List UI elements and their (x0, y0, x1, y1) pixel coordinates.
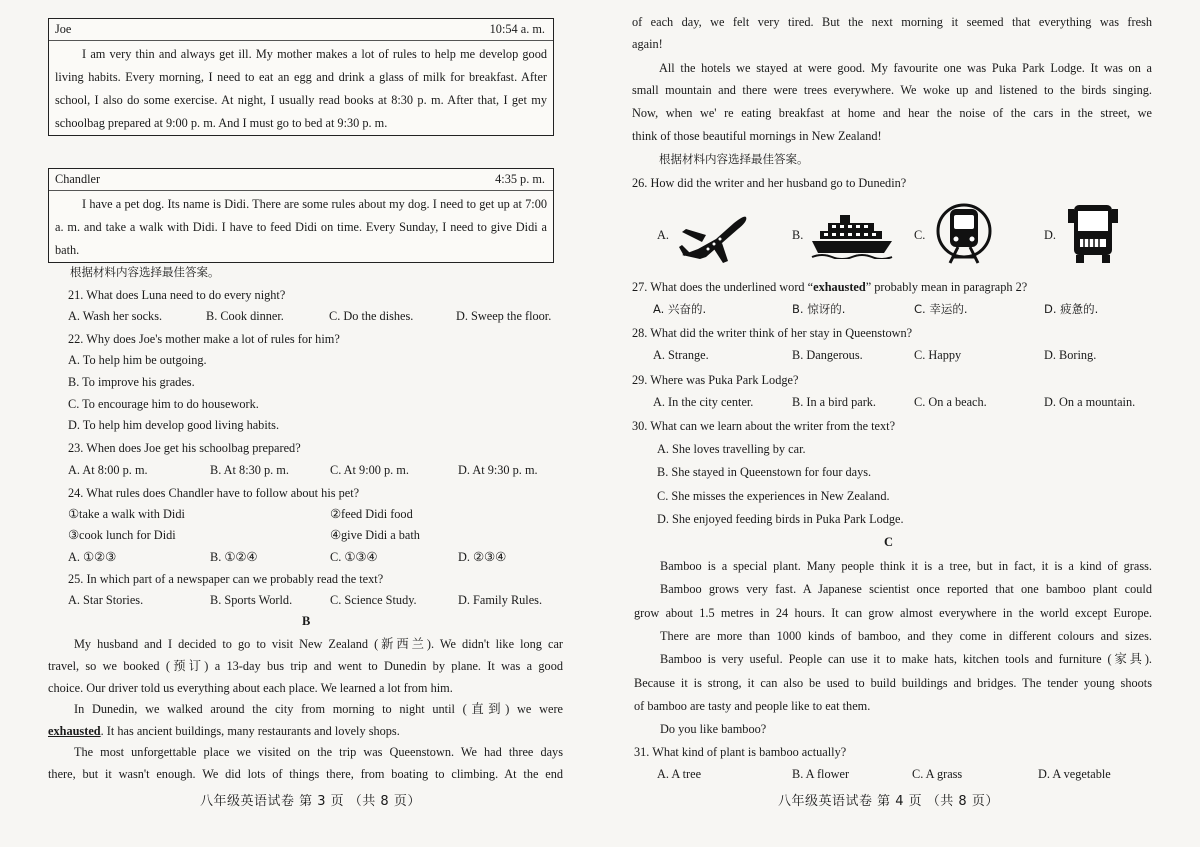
question-27: 27. What does the underlined word “exhausted” probably mean in paragraph 2? (632, 280, 1028, 294)
q22-option-c[interactable]: C. To encourage him to do housework. (68, 397, 259, 411)
q26-option-b[interactable]: B. (792, 228, 804, 242)
q23-option-d[interactable]: D. At 9:30 p. m. (458, 463, 538, 477)
c-line-5: Bamboo is very useful. People can use it to make hats, kitchen tools and furniture (家具). (660, 652, 1152, 666)
q24-option-a[interactable]: A. ①②③ (68, 550, 117, 564)
r-para-line-4: think of those beautiful mornings in New Zealand! (632, 129, 882, 143)
airplane-icon (676, 209, 750, 263)
b-line-3: choice. Our driver told us everything about each place. We learned a lot from him. (48, 681, 453, 695)
b-p2-line-2: exhausted. It has ancient buildings, many restaurants and lovely shops. (48, 724, 400, 738)
chandler-text: I have a pet dog. Its name is Didi. There are some rules about my dog. I need to get up at 7:00 a. m. and take a walk with Didi. I have to feed Didi on time. Every Sunday, I need to give Didi a bath. (55, 197, 547, 257)
q30-option-a[interactable]: A. She loves travelling by car. (657, 442, 806, 456)
train-icon (936, 199, 992, 267)
c-line-3: grow about 1.5 metres in 24 hours. It can grow almost everywhere in the world except Europe. (634, 606, 1152, 620)
q23-option-c[interactable]: C. At 9:00 p. m. (330, 463, 409, 477)
q28-option-b[interactable]: B. Dangerous. (792, 348, 863, 362)
r-para-line-2: small mountain and there were trees everywhere. We woke up and listened to the birds singing. (632, 83, 1152, 97)
b-p3-line-1: The most unforgettable place we visited on the trip was Queenstown. We had three days (74, 745, 563, 759)
q25-option-d[interactable]: D. Family Rules. (458, 593, 543, 607)
q24-option-b[interactable]: B. ①②④ (210, 550, 258, 564)
joe-header (49, 19, 553, 41)
q21-option-d[interactable]: D. Sweep the floor. (456, 309, 552, 323)
cont-line-2: again! (632, 37, 663, 51)
q31-option-d[interactable]: D. A vegetable (1038, 767, 1111, 781)
q23-option-a[interactable]: A. At 8:00 p. m. (68, 463, 148, 477)
q27-option-b[interactable]: B. 惊讶的. (792, 302, 846, 316)
q24-rule-1: ①take a walk with Didi (68, 507, 185, 521)
chandler-time: 4:35 p. m. (495, 172, 545, 186)
q31-option-c[interactable]: C. A grass (912, 767, 963, 781)
q30-option-d[interactable]: D. She enjoyed feeding birds in Puka Park Lodge. (657, 512, 904, 526)
q27-option-c[interactable]: C. 幸运的. (914, 302, 968, 316)
q22-option-a[interactable]: A. To help him be outgoing. (68, 353, 207, 367)
q29-option-b[interactable]: B. In a bird park. (792, 395, 877, 409)
question-26: 26. How did the writer and her husband go to Dunedin? (632, 176, 907, 190)
q24-option-d[interactable]: D. ②③④ (458, 550, 507, 564)
c-line-1: Bamboo is a special plant. Many people think it is a tree, but in fact, it is a kind of grass. (660, 559, 1152, 573)
q25-option-b[interactable]: B. Sports World. (210, 593, 293, 607)
joe-time: 10:54 a. m. (489, 22, 545, 36)
left-page (48, 0, 563, 847)
q23-option-b[interactable]: B. At 8:30 p. m. (210, 463, 289, 477)
c-line-8: Do you like bamboo? (660, 722, 767, 736)
q24-rule-4: ④give Didi a bath (330, 528, 420, 542)
q27-option-a[interactable]: A. 兴奋的. (653, 302, 707, 316)
question-25: 25. In which part of a newspaper can we probably read the text? (68, 572, 384, 586)
question-30: 30. What can we learn about the writer from the text? (632, 419, 896, 433)
q28-option-a[interactable]: A. Strange. (653, 348, 709, 362)
r-para-line-3: Now, when we' re eating breakfast at home and hear the noise of the cars in the street, we (632, 106, 1152, 120)
q26-icon-row (632, 205, 1152, 267)
q25-option-c[interactable]: C. Science Study. (330, 593, 417, 607)
question-28: 28. What did the writer think of her stay in Queenstown? (632, 326, 913, 340)
c-line-6: Because it is strong, it can also be used to build buildings and bridges. The tender young shoots (634, 676, 1152, 690)
q25-option-a[interactable]: A. Star Stories. (68, 593, 144, 607)
q31-option-b[interactable]: B. A flower (792, 767, 850, 781)
ship-icon (810, 213, 894, 259)
q26-option-a[interactable]: A. (657, 228, 669, 242)
question-22: 22. Why does Joe's mother make a lot of rules for him? (68, 332, 340, 346)
bus-icon (1064, 203, 1122, 265)
question-29: 29. Where was Puka Park Lodge? (632, 373, 799, 387)
q21-option-c[interactable]: C. Do the dishes. (329, 309, 414, 323)
q21-option-b[interactable]: B. Cook dinner. (206, 309, 284, 323)
q24-rule-3: ③cook lunch for Didi (68, 528, 176, 542)
instruction: 根据材料内容选择最佳答案。 (70, 265, 220, 279)
b-p2-line-1: In Dunedin, we walked around the city from morning to night until (直到) we were (74, 702, 563, 716)
section-b-heading: B (302, 614, 311, 628)
q26-option-d[interactable]: D. (1044, 228, 1056, 242)
section-c-heading: C (884, 535, 894, 549)
q27-option-d[interactable]: D. 疲惫的. (1044, 302, 1099, 316)
q22-option-b[interactable]: B. To improve his grades. (68, 375, 195, 389)
joe-text: I am very thin and always get ill. My mother makes a lot of rules to help me develop good living habits. Every morning, I need to eat an egg and drink a glass of milk for breakfast. After school, I also do some exercise. At night, I usually read books at 8:30 p. m. After that, I get my schoolbag prepared at 9:00 p. m. And I must go to bed at 9:30 p. m. (55, 47, 547, 130)
r-para-line-1: All the hotels we stayed at were good. My favourite one was Puka Park Lodge. It was on a (659, 61, 1152, 75)
right-page (632, 0, 1152, 847)
c-line-2: Bamboo grows very fast. A Japanese scientist once reported that one bamboo plant could (660, 582, 1152, 596)
q21-option-a[interactable]: A. Wash her socks. (68, 309, 163, 323)
cont-line-1: of each day, we felt very tired. But the next morning it seemed that everything was fresh (632, 15, 1152, 29)
b-p3-line-2: there, but it wasn't enough. We did lots of things there, from boating to climbing. At the end (48, 767, 563, 781)
q29-option-d[interactable]: D. On a mountain. (1044, 395, 1136, 409)
q26-option-c[interactable]: C. (914, 228, 926, 242)
q22-option-d[interactable]: D. To help him develop good living habits. (68, 418, 280, 432)
c-line-4: There are more than 1000 kinds of bamboo, and they come in different colours and sizes. (660, 629, 1152, 643)
joe-name: Joe (55, 22, 72, 36)
question-21: 21. What does Luna need to do every night? (68, 288, 286, 302)
chandler-name: Chandler (55, 172, 101, 186)
q28-option-c[interactable]: C. Happy (914, 348, 962, 362)
b-line-2: travel, so we booked (预订) a 13-day bus trip and went to Dunedin by plane. It was a good (48, 659, 563, 673)
underlined-word-exhausted: exhausted (48, 724, 101, 738)
q29-option-c[interactable]: C. On a beach. (914, 395, 987, 409)
chandler-message-box (48, 168, 554, 263)
page-4-footer: 八年级英语试卷 第 4 页 （共 8 页） (778, 794, 999, 809)
c-line-7: of bamboo are tasty and people like to eat them. (634, 699, 871, 713)
q31-option-a[interactable]: A. A tree (657, 767, 702, 781)
q24-rule-2: ②feed Didi food (330, 507, 413, 521)
q29-option-a[interactable]: A. In the city center. (653, 395, 754, 409)
q24-option-c[interactable]: C. ①③④ (330, 550, 378, 564)
q30-option-c[interactable]: C. She misses the experiences in New Zealand. (657, 489, 890, 503)
b-line-1: My husband and I decided to go to visit New Zealand (新西兰). We didn't like long car (74, 637, 563, 651)
chandler-header (49, 169, 553, 191)
question-23: 23. When does Joe get his schoolbag prepared? (68, 441, 301, 455)
question-24: 24. What rules does Chandler have to follow about his pet? (68, 486, 360, 500)
instruction-right: 根据材料内容选择最佳答案。 (659, 152, 809, 166)
joe-message-box (48, 18, 554, 136)
q30-option-b[interactable]: B. She stayed in Queenstown for four days. (657, 465, 872, 479)
page-3-footer: 八年级英语试卷 第 3 页 （共 8 页） (200, 794, 421, 809)
question-31: 31. What kind of plant is bamboo actually? (634, 745, 847, 759)
q28-option-d[interactable]: D. Boring. (1044, 348, 1097, 362)
